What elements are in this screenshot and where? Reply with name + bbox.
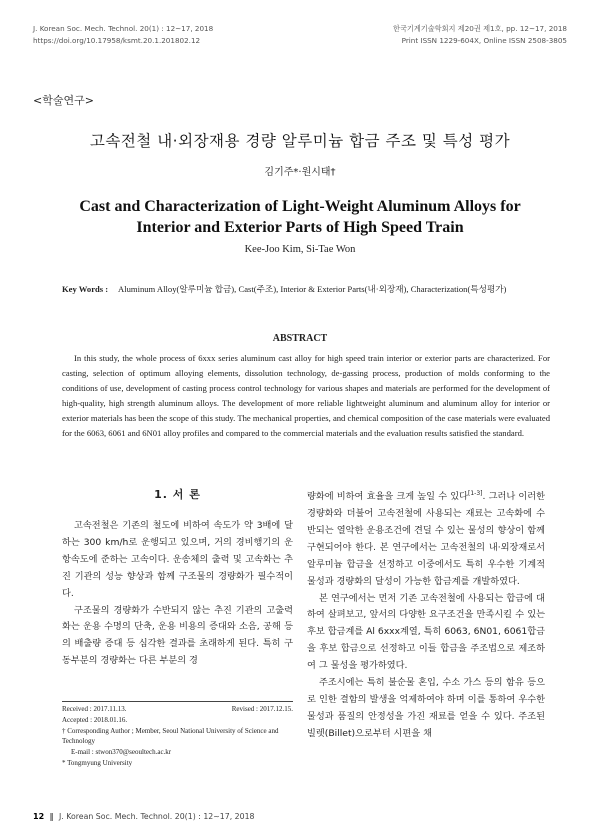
doi-link[interactable]: https://doi.org/10.17958/ksmt.20.1.201802.12 [33, 36, 201, 45]
issn: Print ISSN 1229-604X, Online ISSN 2508-3805 [401, 36, 567, 45]
citation-reference[interactable]: [1-3] [468, 490, 483, 497]
right-column [307, 486, 545, 743]
keywords-label: Key Words : [62, 284, 109, 294]
corresponding-author: † Corresponding Author ; Member, Seoul National University of Science and Technology [62, 727, 279, 746]
left-column [62, 518, 293, 670]
author-affiliation: * Tongmyung University [62, 759, 133, 767]
footer-separator: ‖ [49, 812, 54, 821]
footer-citation: J. Korean Soc. Mech. Technol. 20(1) : 12~17, 2018 [59, 812, 255, 821]
accepted-date: Accepted : 2018.01.16. [62, 716, 128, 724]
section-tag: <학술연구> [33, 94, 94, 107]
english-authors: Kee-Joo Kim, Si-Tae Won [244, 244, 356, 255]
author-email[interactable]: E-mail : stwon370@seoultech.ac.kr [71, 748, 172, 756]
paragraph: 고속전철은 기존의 철도에 비하여 속도가 약 3배에 달하는 300 km/h로 운행되고 있으며, 거의 경비행기의 운항속도에 준하는 고속이다. 운송체의 출력 및 고속화는 추진 기관의 성능 향상과 함께 구조물의 경량화가 필수적이다. [62, 520, 293, 599]
paragraph: 구조물의 경량화가 수반되지 않는 추진 기관의 고출력화는 운용 수명의 단축, 운용 비용의 증대와 소음, 공해 등의 배출량 증대 등 심각한 결과를 초래하게 된다. 특히 구동부분의 경량화는 다른 부분의 경 [62, 604, 293, 667]
journal-citation-korean: 한국기계기술학회지 제20권 제1호, pp. 12~17, 2018 [393, 24, 567, 33]
korean-authors: 김기주*·원시태† [264, 167, 336, 178]
received-date: Received : 2017.11.13. [62, 705, 127, 713]
korean-title: 고속전철 내·외장재용 경량 알루미늄 합금 주조 및 특성 평가 [89, 132, 511, 150]
abstract-body: In this study, the whole process of 6xxx series aluminum cast alloy for high speed train interior or exterior parts are characterized. For casting, selection of optimum alloying elements, dissolution technology, de-gassing process, production of molds conforming to the conditions of use, development of casting process control technology for various shapes and materials are performed for the development of high-quality, high strength aluminum alloys. The development of more reliable lightweight aluminum and aluminum alloy for interior or exterior materials has been the scope of this study. The mechanical properties, and chemical composition of the case materials were evaluated for the 6063, 6061 and 6N01 alloy profiles and compared to the commercial materials and the evaluation results satisfied the standard. [62, 353, 550, 438]
paragraph [307, 486, 545, 591]
english-title-line-1: Cast and Characterization of Light-Weight Aluminum Alloys for [79, 198, 521, 215]
paragraph-text: 량화에 비하여 효율을 크게 높일 수 있다 [307, 491, 469, 503]
english-title [40, 196, 560, 238]
page-number: 12 [33, 812, 45, 821]
journal-citation: J. Korean Soc. Mech. Technol. 20(1) : 12~17, 2018 [33, 24, 214, 33]
abstract-heading: ABSTRACT [272, 333, 328, 344]
section-heading: 1. 서 론 [154, 488, 201, 501]
paragraph: 주조시에는 특히 불순물 혼입, 수소 가스 등의 함유 등으로 인한 결함의 발생을 억제하여야 하며 이를 통하여 우수한 물성과 품질의 안정성을 가진 재료를 얻을 수 있다. 주조된 빌렛(Billet)으로부터 시편을 채 [307, 677, 545, 739]
paragraph-text: . 그러나 이러한 경량화와 더불어 고속전철에 사용되는 재료는 고속화에 수반되는 열악한 운용조건에 견딜 수 있는 물성의 향상이 함께 구현되어야 한다. 본 연구에서는 고속전철의 내·외장재로서 알루미늄 합금을 선정하고 이중에서도 특히 우수한 기계적 물성과 경량화의 달성이 가능한 합금계를 개발하였다. [307, 491, 546, 587]
english-title-line-2: Interior and Exterior Parts of High Speed Train [136, 219, 464, 236]
keywords-text: Aluminum Alloy(알루미늄 합금), Cast(주조), Interior & Exterior Parts(내·외장재), Characterization(특성평가) [118, 284, 507, 294]
page-footer [33, 812, 255, 821]
paragraph: 본 연구에서는 먼저 기존 고속전철에 사용되는 합금에 대하여 살펴보고, 앞서의 다양한 요구조건을 만족시킬 수 있는 후보 합금계를 Al 6xxx계열, 특히 6063, 6N01, 6061합금을 후보 합금으로 선정하고 이들 합금을 주조법으로 제조하여 그 물성을 평가하였다. [307, 592, 545, 672]
footnote-rule [62, 701, 293, 702]
revised-date: Revised : 2017.12.15. [231, 705, 293, 713]
